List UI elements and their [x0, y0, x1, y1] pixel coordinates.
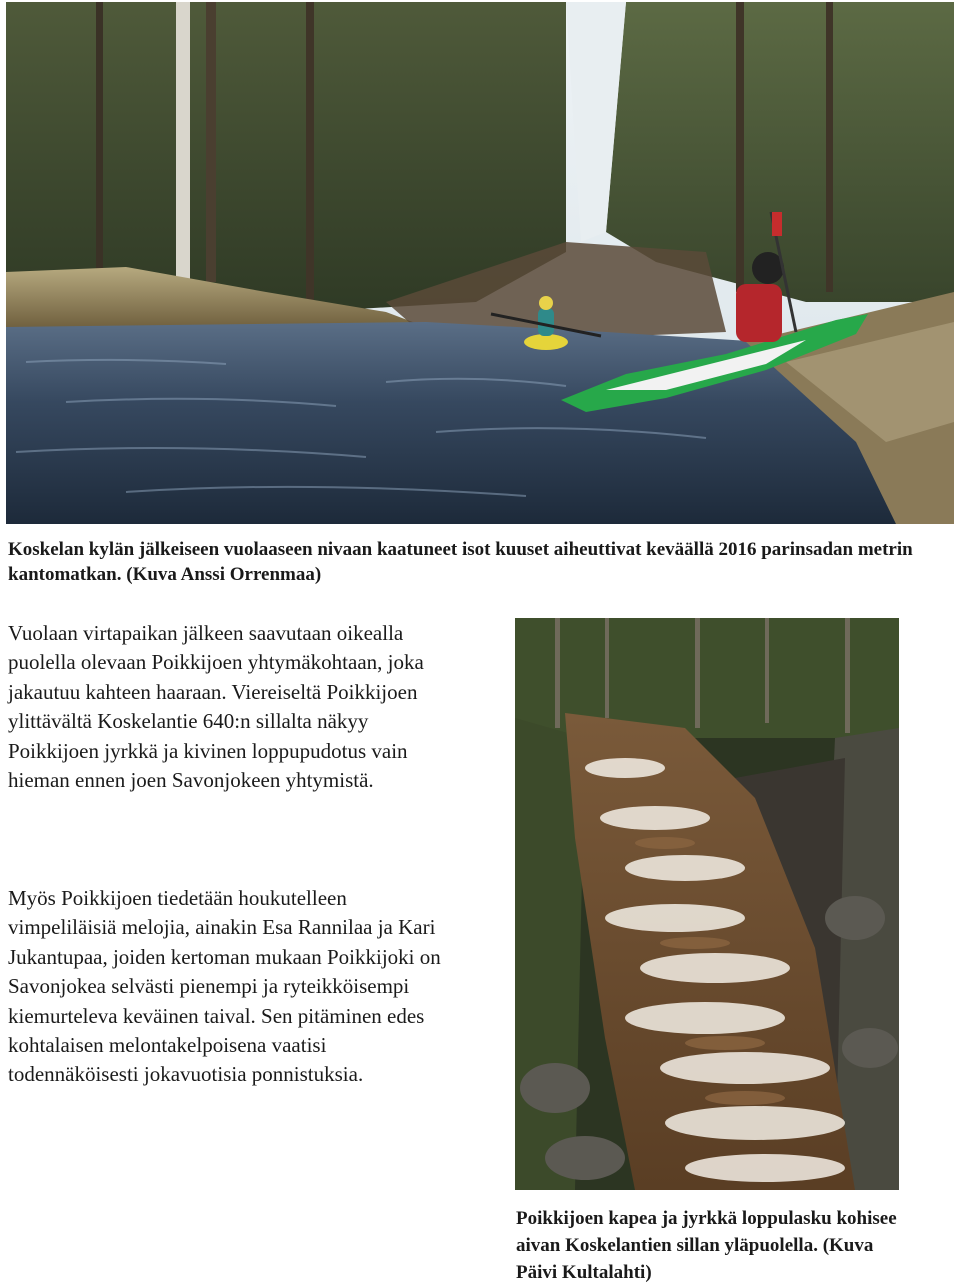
rapids-image [515, 618, 899, 1190]
river-kayaking-image [6, 2, 954, 524]
body-paragraph-1: Vuolaan virtapaikan jälkeen saavutaan oikealla puolella olevaan Poikkijoen yhtymäkohtaan, joka jakautuu kahteen haaraan. Viereiseltä Poikkijoen ylittävältä Koskelantie 640:n sillalta näkyy Poikkijoen jyrkkä ja kivinen loppupudotus vain hieman ennen joen Savonjokeen yhtymistä. [8, 621, 424, 793]
body-paragraph-2: Myös Poikkijoen tiedetään houkutelleen vimpeliläisiä melojia, ainakin Esa Rannilaa ja Kari Jukantupaa, joiden kertoman mukaan Poikkijoki on Savonjokea selvästi pienempi ja ryteikköisempi kiemurteleva keväinen taival. Sen pitäminen edes kohtalaisen melontakelpoisena vaatisi todennäköisesti jokavuotisia ponnistuksia. [8, 886, 441, 1087]
river-kayaking-photo [6, 2, 954, 524]
rapids-photo [515, 618, 899, 1190]
top-photo-caption: Koskelan kylän jälkeiseen vuolaaseen nivaan kaatuneet isot kuuset aiheuttivat keväällä 2016 parinsadan metrin kantomatkan. (Kuva Anssi Orrenmaa) [8, 539, 913, 585]
side-photo-caption: Poikkijoen kapea ja jyrkkä loppulasku kohisee aivan Koskelantien sillan yläpuolella. (Kuva Päivi Kultalahti) [516, 1208, 897, 1283]
